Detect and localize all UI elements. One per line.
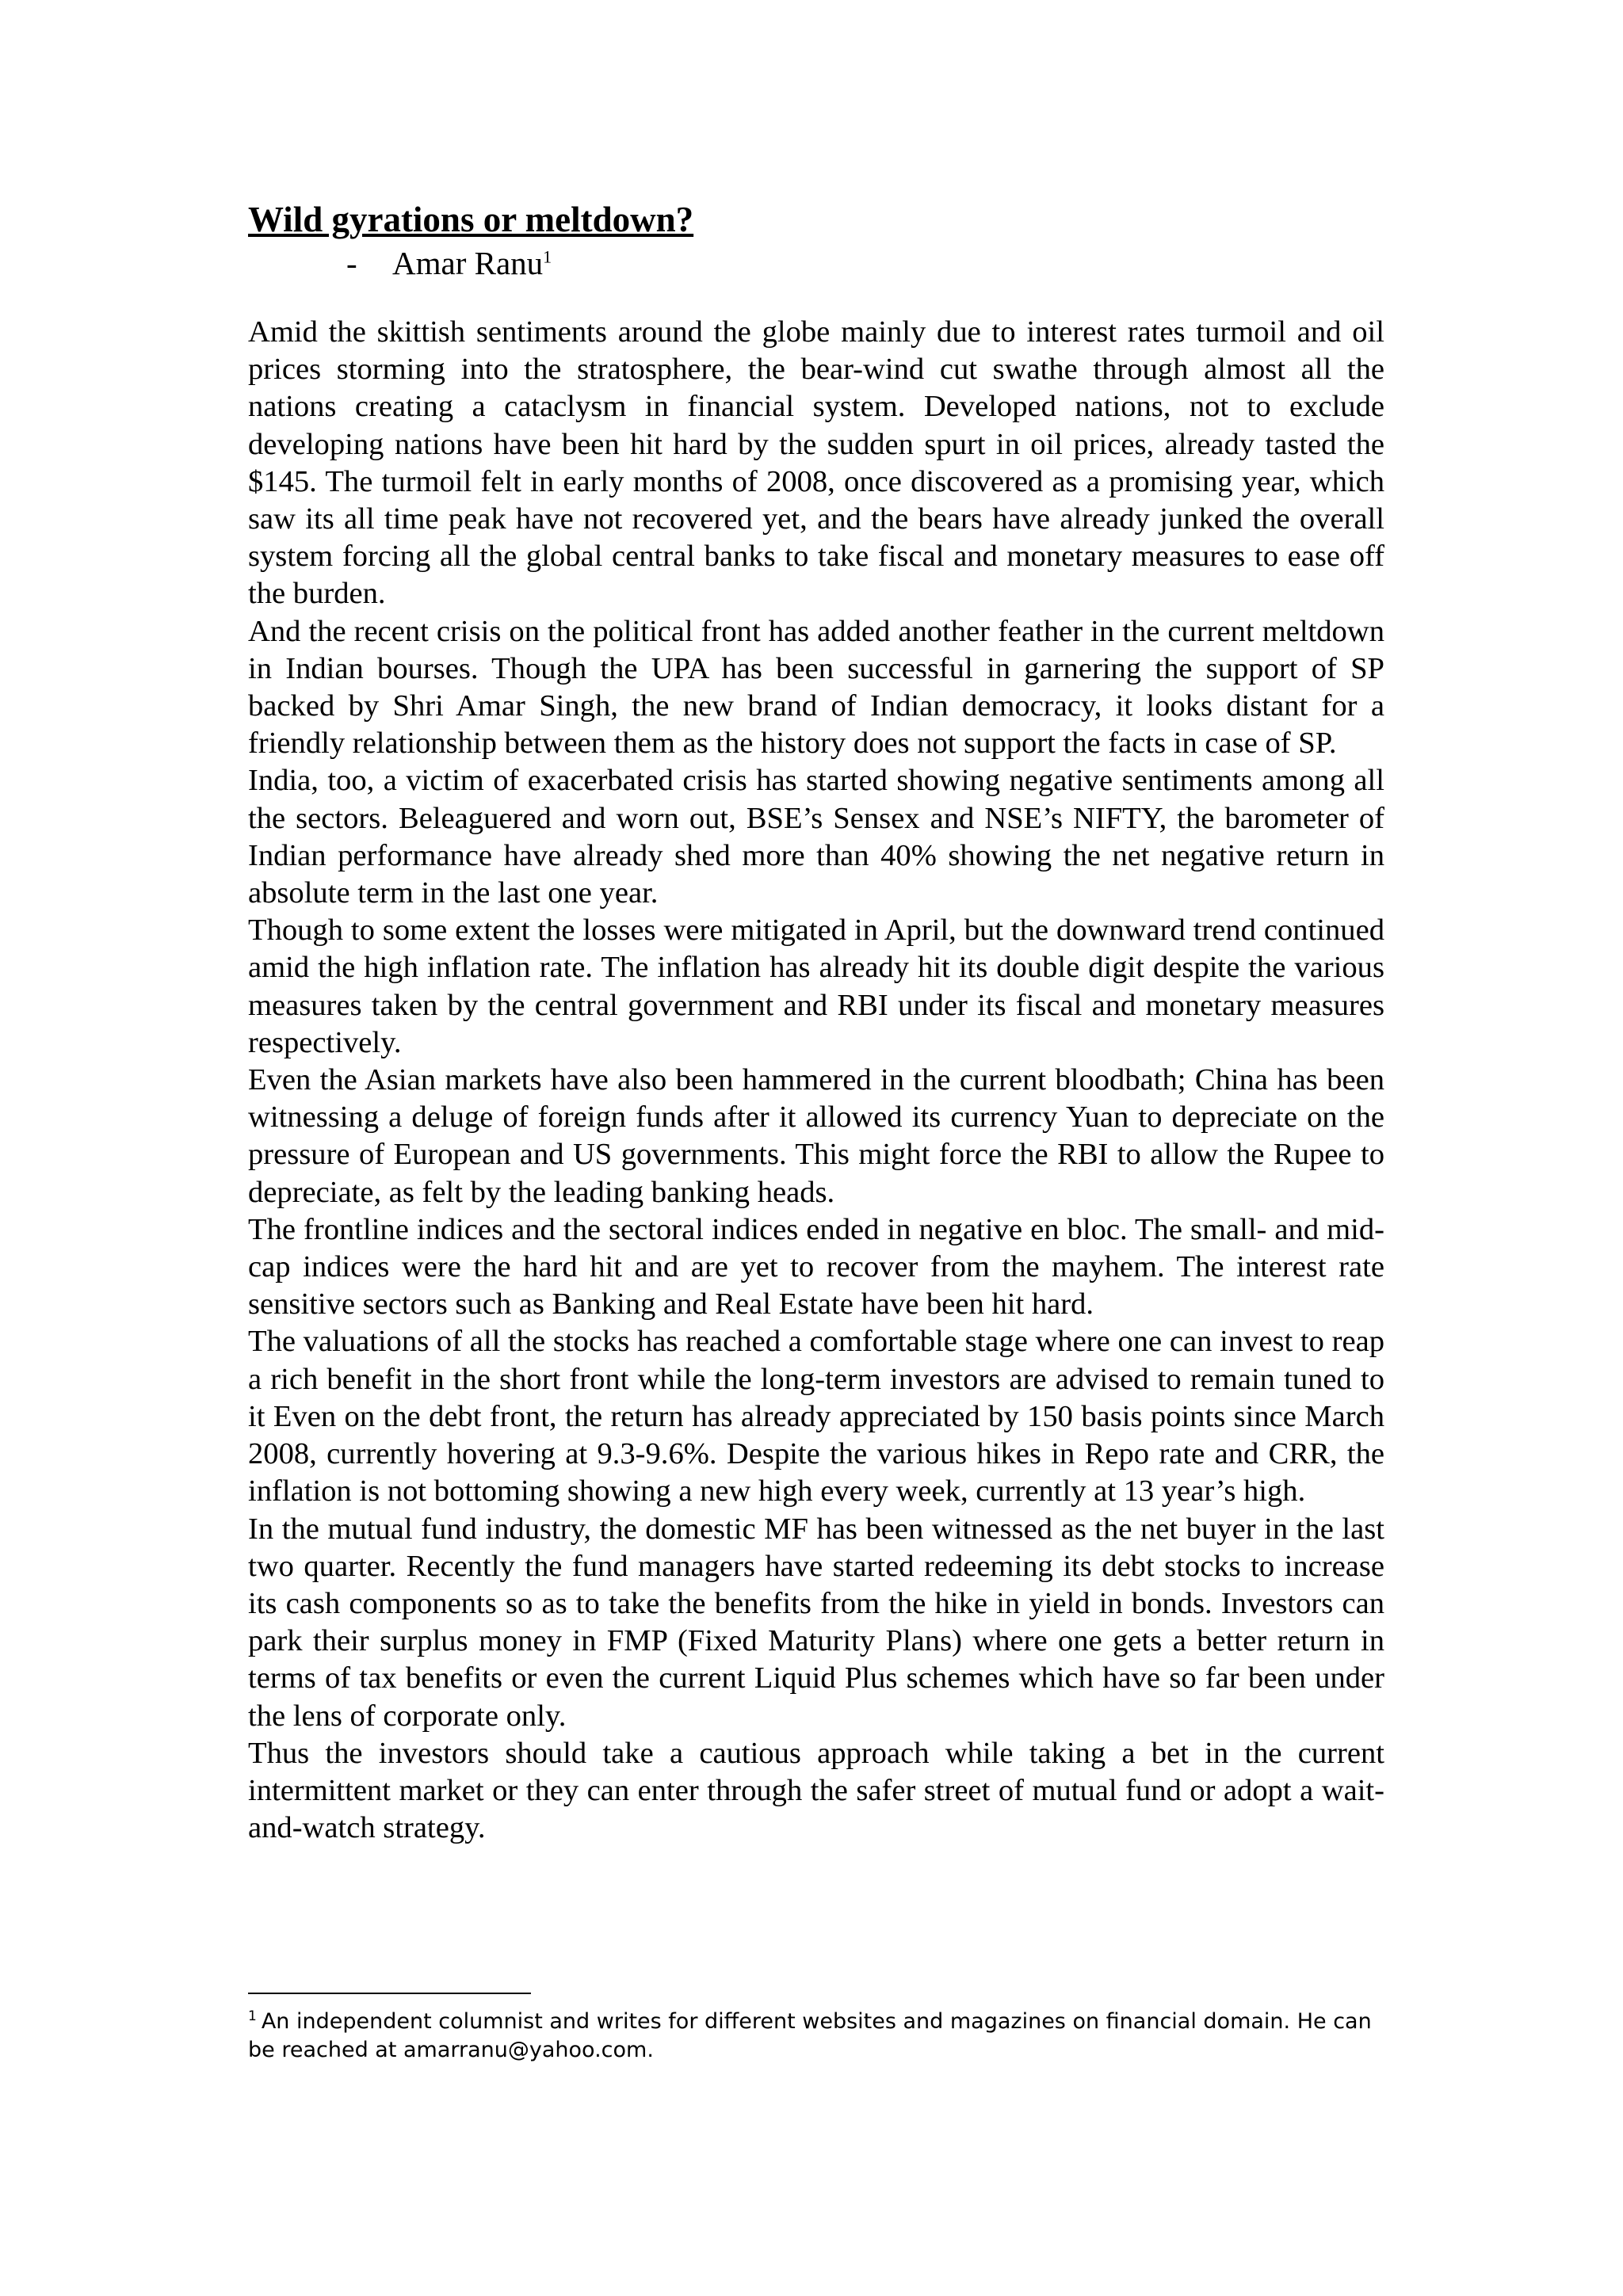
- byline: [248, 242, 1384, 284]
- paragraph: India, too, a victim of exacerbated crisis has started showing negative sentiments among all the sectors. Beleaguered and worn out, BSE’s Sensex and NSE’s NIFTY, the barometer of Indian performance have already shed more than 40% showing the net negative return in absolute term in the last one year.: [248, 764, 1384, 910]
- paragraph: Thus the investors should take a cautious approach while taking a bet in the current intermittent market or they can enter through the safer street of mutual fund or adopt a wait-and-watch strategy.: [248, 1736, 1384, 1845]
- paragraph: In the mutual fund industry, the domestic MF has been witnessed as the net buyer in the last two quarter. Recently the fund managers have started redeeming its debt stocks to increase its cash components so as to take the benefits from the hike in yield in bonds. Investors can park their surplus money in FMP (Fixed Maturity Plans) where one gets a better return in terms of tax benefits or even the current Liquid Plus schemes which have so far been under the lens of corporate only.: [248, 1512, 1384, 1733]
- footnote-separator: [248, 1993, 531, 1994]
- paragraph: The frontline indices and the sectoral indices ended in negative en bloc. The small- and mid-cap indices were the hard hit and are yet to recover from the mayhem. The interest rate sensitive sectors such as Banking and Real Estate have been hit hard.: [248, 1212, 1384, 1322]
- byline-dash: -: [346, 245, 357, 281]
- paragraph: Even the Asian markets have also been hammered in the current bloodbath; China has been witnessing a deluge of foreign funds after it allowed its currency Yuan to depreciate on the pressure of European and US governments. This might force the RBI to allow the Rupee to depreciate, as felt by the leading banking heads.: [248, 1063, 1384, 1209]
- paragraph: And the recent crisis on the political front has added another feather in the current meltdown in Indian bourses. Though the UPA has been successful in garnering the support of SP backed by Shri Amar Singh, the new brand of Indian democracy, it looks distant for a friendly relationship between them as the history does not support the facts in case of SP.: [248, 614, 1384, 761]
- article-title: Wild gyrations or meltdown?: [248, 200, 694, 239]
- footnote-marker: 1: [248, 2008, 257, 2024]
- footnote-reference[interactable]: 1: [543, 246, 552, 267]
- paragraph: Amid the skittish sentiments around the globe mainly due to interest rates turmoil and oil prices storming into the stratosphere, the bear-wind cut swathe through almost all the nations creating a cataclysm in financial system. Developed nations, not to exclude developing nations have been hit hard by the sudden spurt in oil prices, already tasted the $145. The turmoil felt in early months of 2008, once discovered as a promising year, which saw its all time peak have not recovered yet, and the bears have already junked the overall system forcing all the global central banks to take fiscal and monetary measures to ease off the burden.: [248, 315, 1384, 611]
- article-body: [248, 196, 1384, 1847]
- author-name: Amar Ranu: [392, 245, 544, 281]
- paragraph: Though to some extent the losses were mitigated in April, but the downward trend continued amid the high inflation rate. The inflation has already hit its double digit despite the various measures taken by the central government and RBI under its fiscal and monetary measures respectively.: [248, 913, 1384, 1059]
- paragraph: The valuations of all the stocks has reached a comfortable stage where one can invest to reap a rich benefit in the short front while the long-term investors are advised to remain tuned to it Even on the debt front, the return has already appreciated by 150 basis points since March 2008, currently hovering at 9.3-9.6%. Despite the various hikes in Repo rate and CRR, the inflation is not bottoming showing a new high every week, currently at 13 year’s high.: [248, 1325, 1384, 1508]
- footnote: [248, 2008, 1384, 2065]
- footnote-text: An independent columnist and writes for different websites and magazines on financial domain. He can be reached at amarranu@yahoo.com.: [248, 2009, 1372, 2062]
